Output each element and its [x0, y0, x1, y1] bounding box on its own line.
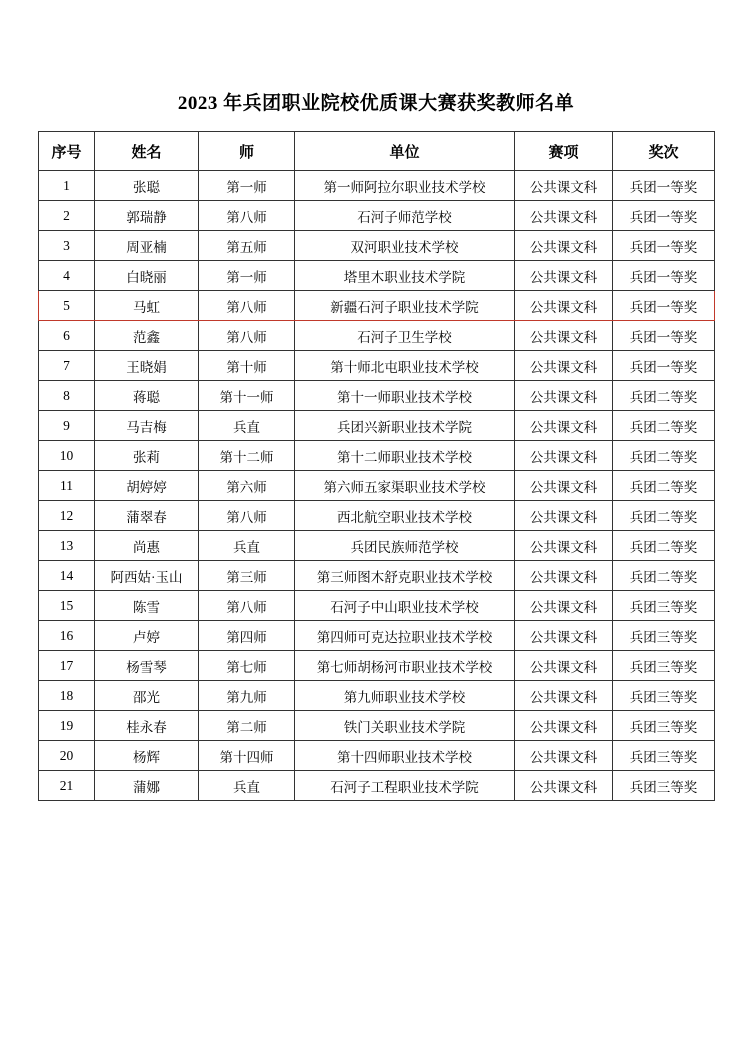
cell-award: 兵团二等奖: [613, 441, 715, 471]
cell-unit: 第七师胡杨河市职业技术学校: [295, 651, 515, 681]
cell-award: 兵团一等奖: [613, 321, 715, 351]
cell-event: 公共课文科: [515, 771, 613, 801]
cell-name: 白晓丽: [95, 261, 199, 291]
cell-name: 蒲翠春: [95, 501, 199, 531]
cell-award: 兵团二等奖: [613, 381, 715, 411]
cell-index: 12: [39, 501, 95, 531]
table-row: [39, 321, 715, 351]
table-header: [39, 132, 715, 171]
cell-index: 14: [39, 561, 95, 591]
cell-name: 桂永春: [95, 711, 199, 741]
cell-unit: 塔里木职业技术学院: [295, 261, 515, 291]
table-row: [39, 411, 715, 441]
cell-unit: 第十二师职业技术学校: [295, 441, 515, 471]
cell-event: 公共课文科: [515, 441, 613, 471]
cell-index: 5: [39, 291, 95, 321]
cell-unit: 第十一师职业技术学校: [295, 381, 515, 411]
cell-index: 6: [39, 321, 95, 351]
cell-index: 15: [39, 591, 95, 621]
cell-unit: 双河职业技术学校: [295, 231, 515, 261]
cell-unit: 第十四师职业技术学校: [295, 741, 515, 771]
cell-award: 兵团三等奖: [613, 711, 715, 741]
table-row: [39, 561, 715, 591]
cell-division: 第四师: [199, 621, 295, 651]
table-row: [39, 201, 715, 231]
cell-event: 公共课文科: [515, 531, 613, 561]
cell-name: 王晓娟: [95, 351, 199, 381]
cell-award: 兵团三等奖: [613, 621, 715, 651]
cell-event: 公共课文科: [515, 471, 613, 501]
table-row: [39, 621, 715, 651]
cell-unit: 石河子工程职业技术学院: [295, 771, 515, 801]
cell-division: 第一师: [199, 261, 295, 291]
table-row: [39, 381, 715, 411]
cell-index: 17: [39, 651, 95, 681]
cell-unit: 第一师阿拉尔职业技术学校: [295, 171, 515, 201]
cell-division: 第六师: [199, 471, 295, 501]
award-table-container: [38, 131, 714, 801]
cell-event: 公共课文科: [515, 171, 613, 201]
cell-event: 公共课文科: [515, 741, 613, 771]
cell-name: 陈雪: [95, 591, 199, 621]
cell-award: 兵团二等奖: [613, 531, 715, 561]
cell-division: 第七师: [199, 651, 295, 681]
cell-index: 21: [39, 771, 95, 801]
cell-award: 兵团一等奖: [613, 291, 715, 321]
cell-index: 19: [39, 711, 95, 741]
cell-division: 第十一师: [199, 381, 295, 411]
cell-award: 兵团三等奖: [613, 771, 715, 801]
cell-unit: 兵团兴新职业技术学院: [295, 411, 515, 441]
cell-event: 公共课文科: [515, 561, 613, 591]
table-row: [39, 741, 715, 771]
cell-name: 阿西姑·玉山: [95, 561, 199, 591]
cell-division: 第十二师: [199, 441, 295, 471]
cell-division: 第八师: [199, 201, 295, 231]
cell-index: 7: [39, 351, 95, 381]
cell-name: 周亚楠: [95, 231, 199, 261]
cell-award: 兵团三等奖: [613, 681, 715, 711]
cell-division: 第三师: [199, 561, 295, 591]
cell-name: 尚惠: [95, 531, 199, 561]
table-row: [39, 351, 715, 381]
cell-index: 18: [39, 681, 95, 711]
cell-name: 范鑫: [95, 321, 199, 351]
page-title: 2023 年兵团职业院校优质课大赛获奖教师名单: [177, 93, 575, 114]
cell-division: 第五师: [199, 231, 295, 261]
cell-division: 第十师: [199, 351, 295, 381]
cell-event: 公共课文科: [515, 261, 613, 291]
cell-unit: 兵团民族师范学校: [295, 531, 515, 561]
cell-index: 3: [39, 231, 95, 261]
cell-index: 1: [39, 171, 95, 201]
cell-name: 马虹: [95, 291, 199, 321]
cell-award: 兵团一等奖: [613, 201, 715, 231]
cell-award: 兵团一等奖: [613, 261, 715, 291]
cell-division: 第一师: [199, 171, 295, 201]
cell-unit: 石河子卫生学校: [295, 321, 515, 351]
table-row: [39, 471, 715, 501]
cell-index: 16: [39, 621, 95, 651]
column-header-division: 师: [199, 132, 295, 171]
cell-division: 第九师: [199, 681, 295, 711]
cell-event: 公共课文科: [515, 711, 613, 741]
cell-name: 张聪: [95, 171, 199, 201]
cell-name: 蒲娜: [95, 771, 199, 801]
cell-division: 兵直: [199, 771, 295, 801]
cell-division: 第八师: [199, 591, 295, 621]
cell-award: 兵团三等奖: [613, 741, 715, 771]
award-table: [38, 131, 715, 801]
cell-division: 兵直: [199, 531, 295, 561]
cell-event: 公共课文科: [515, 621, 613, 651]
table-row: [39, 681, 715, 711]
cell-unit: 第十师北屯职业技术学校: [295, 351, 515, 381]
cell-award: 兵团一等奖: [613, 351, 715, 381]
cell-award: 兵团二等奖: [613, 411, 715, 441]
table-header-row: [39, 132, 715, 171]
table-row: [39, 231, 715, 261]
cell-event: 公共课文科: [515, 591, 613, 621]
cell-event: 公共课文科: [515, 381, 613, 411]
cell-event: 公共课文科: [515, 201, 613, 231]
cell-award: 兵团二等奖: [613, 561, 715, 591]
cell-event: 公共课文科: [515, 231, 613, 261]
table-row: [39, 261, 715, 291]
column-header-index: 序号: [39, 132, 95, 171]
cell-division: 第八师: [199, 291, 295, 321]
cell-unit: 西北航空职业技术学校: [295, 501, 515, 531]
cell-award: 兵团三等奖: [613, 591, 715, 621]
cell-event: 公共课文科: [515, 681, 613, 711]
cell-name: 蒋聪: [95, 381, 199, 411]
cell-award: 兵团二等奖: [613, 501, 715, 531]
table-row: [39, 441, 715, 471]
cell-award: 兵团一等奖: [613, 231, 715, 261]
cell-award: 兵团一等奖: [613, 171, 715, 201]
cell-name: 胡婷婷: [95, 471, 199, 501]
cell-division: 第八师: [199, 501, 295, 531]
cell-unit: 石河子中山职业技术学校: [295, 591, 515, 621]
cell-name: 邵光: [95, 681, 199, 711]
cell-index: 2: [39, 201, 95, 231]
cell-division: 第八师: [199, 321, 295, 351]
cell-index: 11: [39, 471, 95, 501]
cell-event: 公共课文科: [515, 351, 613, 381]
cell-name: 卢婷: [95, 621, 199, 651]
table-row: [39, 171, 715, 201]
cell-index: 20: [39, 741, 95, 771]
cell-name: 杨雪琴: [95, 651, 199, 681]
cell-unit: 石河子师范学校: [295, 201, 515, 231]
cell-award: 兵团三等奖: [613, 651, 715, 681]
cell-unit: 第三师图木舒克职业技术学校: [295, 561, 515, 591]
cell-index: 10: [39, 441, 95, 471]
cell-award: 兵团二等奖: [613, 471, 715, 501]
table-row: [39, 771, 715, 801]
cell-unit: 第四师可克达拉职业技术学校: [295, 621, 515, 651]
cell-name: 张莉: [95, 441, 199, 471]
cell-unit: 铁门关职业技术学院: [295, 711, 515, 741]
table-row: [39, 711, 715, 741]
cell-division: 第十四师: [199, 741, 295, 771]
cell-unit: 第九师职业技术学校: [295, 681, 515, 711]
table-row-highlighted: [39, 291, 715, 321]
cell-index: 4: [39, 261, 95, 291]
cell-name: 马吉梅: [95, 411, 199, 441]
cell-division: 兵直: [199, 411, 295, 441]
column-header-unit: 单位: [295, 132, 515, 171]
cell-event: 公共课文科: [515, 411, 613, 441]
column-header-event: 赛项: [515, 132, 613, 171]
column-header-name: 姓名: [95, 132, 199, 171]
table-body: [39, 171, 715, 801]
cell-division: 第二师: [199, 711, 295, 741]
cell-index: 8: [39, 381, 95, 411]
table-row: [39, 591, 715, 621]
cell-index: 9: [39, 411, 95, 441]
cell-unit: 新疆石河子职业技术学院: [295, 291, 515, 321]
cell-name: 郭瑞静: [95, 201, 199, 231]
cell-event: 公共课文科: [515, 501, 613, 531]
cell-index: 13: [39, 531, 95, 561]
column-header-award: 奖次: [613, 132, 715, 171]
table-row: [39, 531, 715, 561]
table-row: [39, 501, 715, 531]
cell-unit: 第六师五家渠职业技术学校: [295, 471, 515, 501]
cell-name: 杨辉: [95, 741, 199, 771]
table-row: [39, 651, 715, 681]
cell-event: 公共课文科: [515, 291, 613, 321]
cell-event: 公共课文科: [515, 321, 613, 351]
cell-event: 公共课文科: [515, 651, 613, 681]
